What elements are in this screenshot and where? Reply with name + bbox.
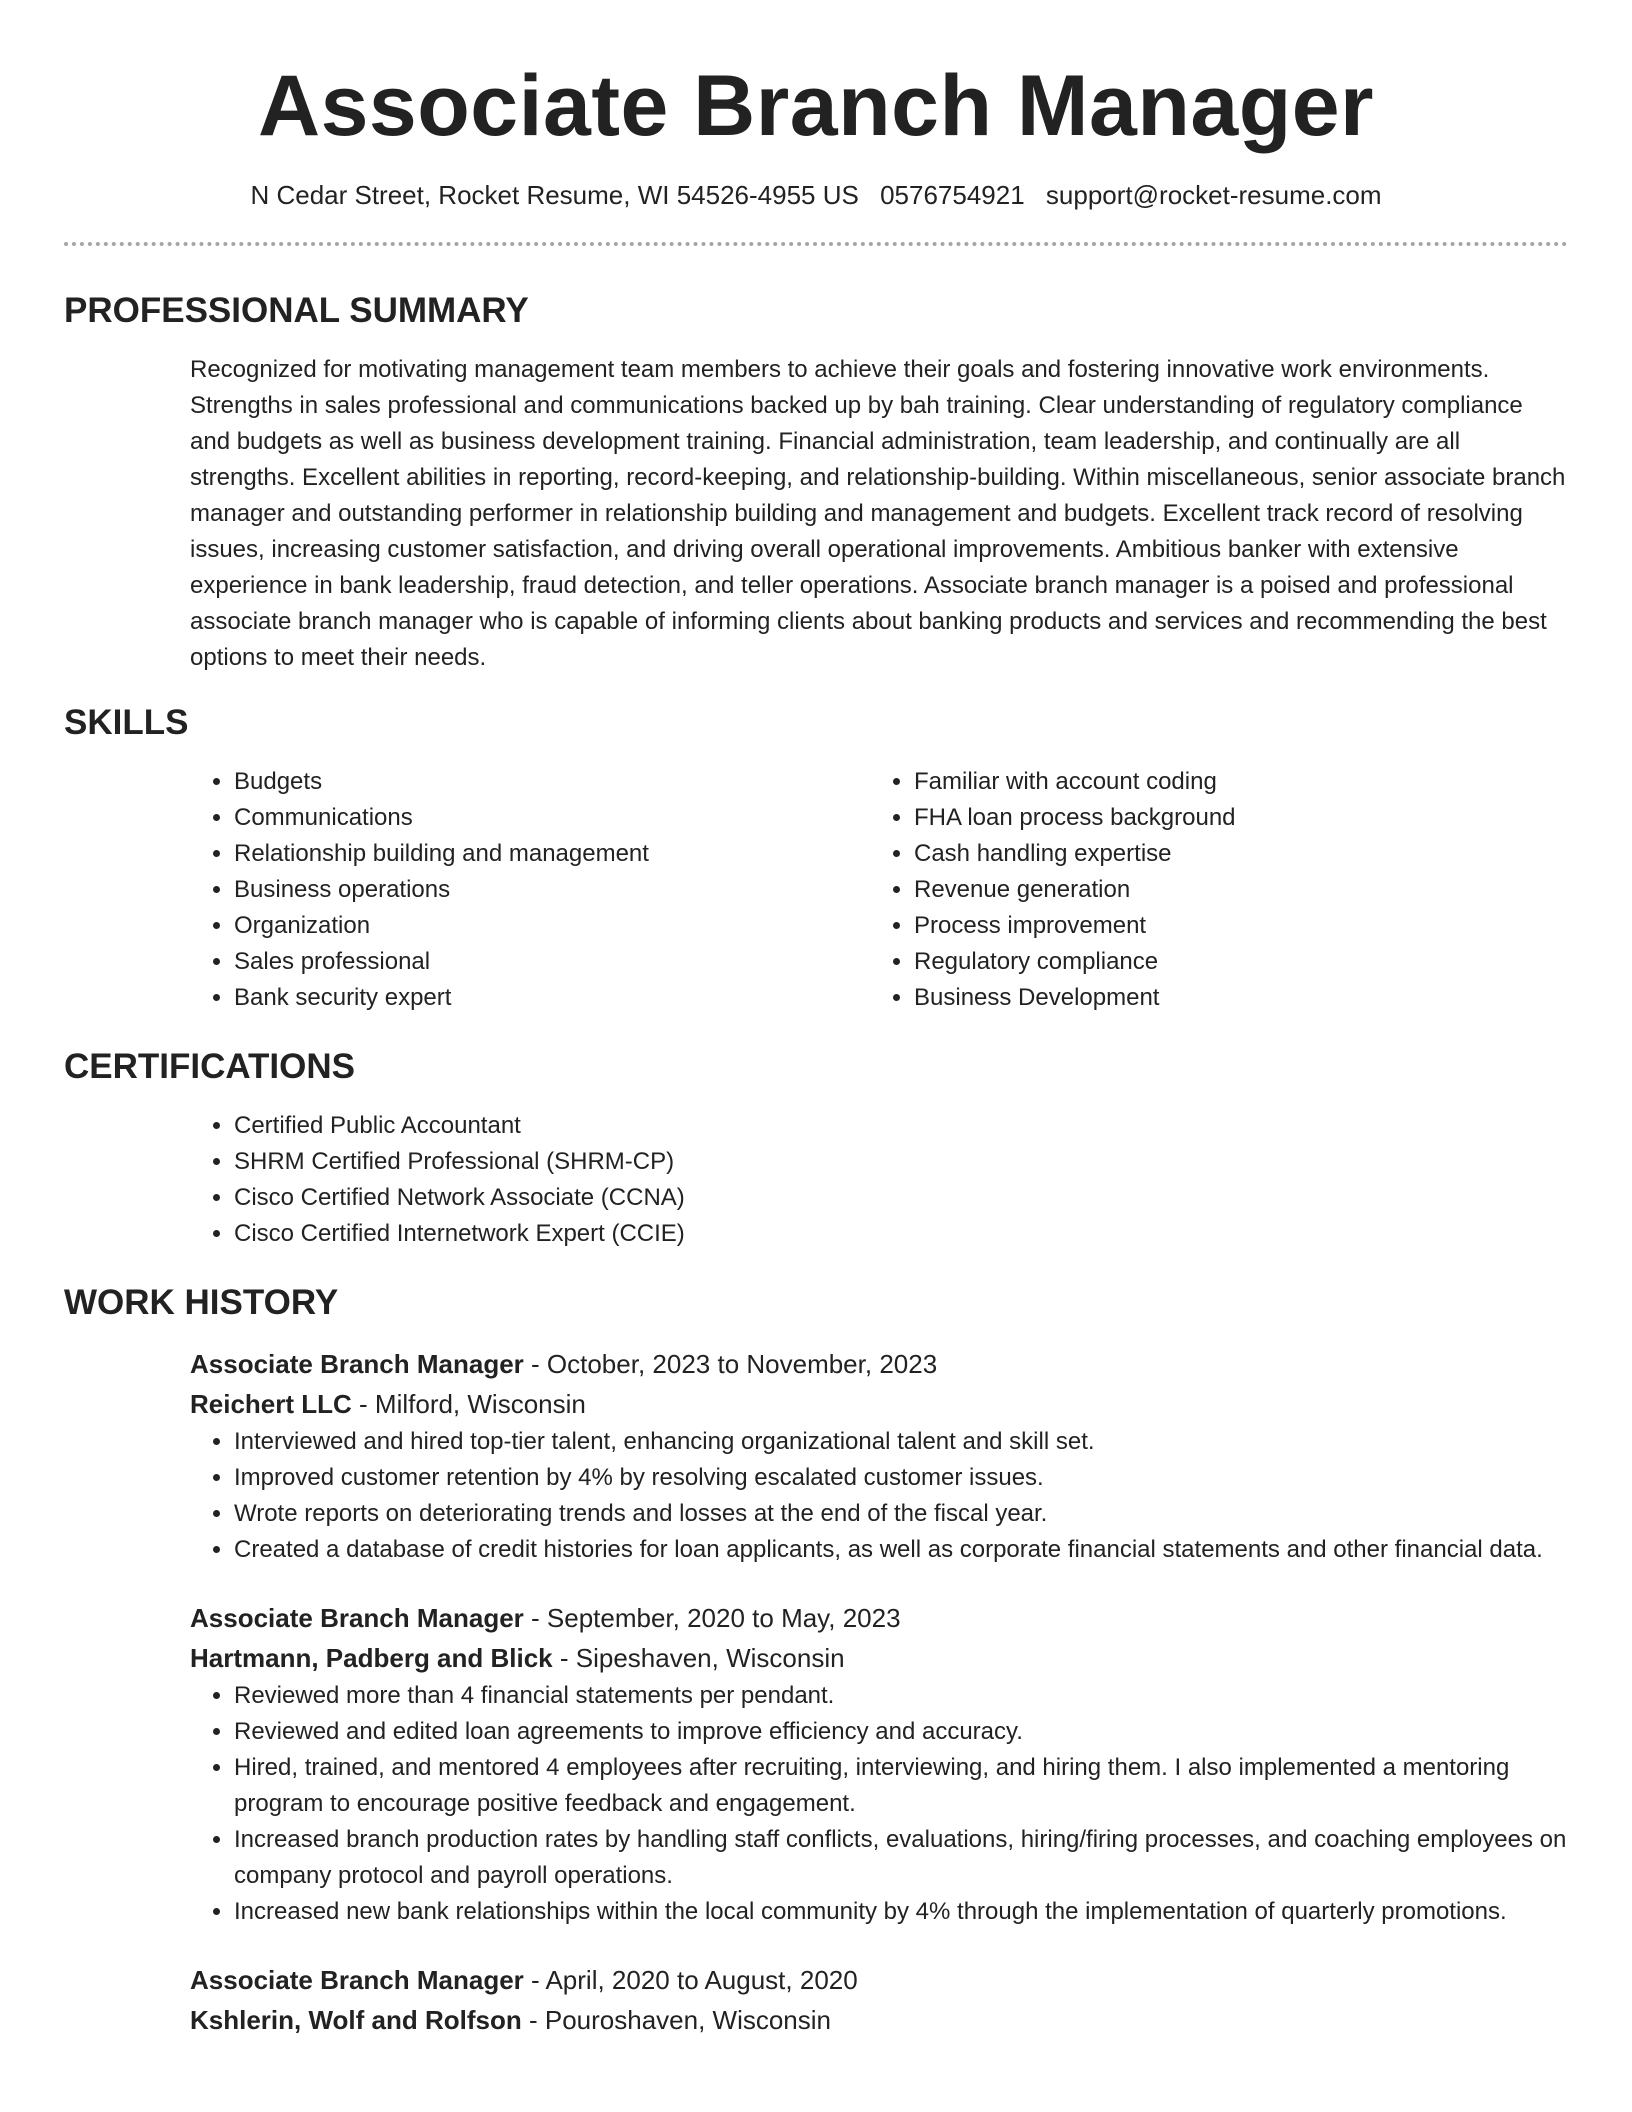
job-dates: - October, 2023 to November, 2023 bbox=[523, 1349, 938, 1379]
skills-heading: SKILLS bbox=[64, 703, 189, 742]
skill-item: • Relationship building and management bbox=[234, 836, 870, 872]
job-role: Associate Branch Manager bbox=[190, 1349, 524, 1379]
work-history-section bbox=[64, 1282, 1568, 2040]
job-title-line bbox=[190, 1344, 1568, 1384]
job-bullet: • Interviewed and hired top-tier talent, enhancing organizational talent and skill set. bbox=[234, 1424, 1568, 1460]
resume-header bbox=[64, 0, 1568, 212]
job-bullet: • Increased branch production rates by handling staff conflicts, evaluations, hiring/firing processes, and coaching employees on company protocol and payroll operations. bbox=[234, 1822, 1568, 1894]
job-bullets bbox=[190, 1424, 1568, 1568]
skill-item: • Organization bbox=[234, 908, 870, 944]
job-company: Hartmann, Padberg and Blick bbox=[190, 1643, 553, 1673]
job-title-line bbox=[190, 1960, 1568, 2000]
skill-item: • Process improvement bbox=[914, 908, 1550, 944]
job-company: Reichert LLC bbox=[190, 1389, 352, 1419]
skill-item: • Regulatory compliance bbox=[914, 944, 1550, 980]
certifications-section bbox=[64, 1046, 1568, 1252]
skills-list-left bbox=[190, 764, 870, 1016]
skills-section bbox=[64, 702, 1568, 1016]
job-title-line bbox=[190, 1598, 1568, 1638]
job-dates: - April, 2020 to August, 2020 bbox=[523, 1965, 858, 1995]
skill-item: • Familiar with account coding bbox=[914, 764, 1550, 800]
job-role: Associate Branch Manager bbox=[190, 1965, 524, 1995]
skill-item: • Revenue generation bbox=[914, 872, 1550, 908]
candidate-name: Associate Branch Manager bbox=[257, 58, 1375, 154]
skill-item: • FHA loan process background bbox=[914, 800, 1550, 836]
skill-item: • Cash handling expertise bbox=[914, 836, 1550, 872]
skill-item: • Business Development bbox=[914, 980, 1550, 1016]
certification-item: • Certified Public Accountant bbox=[234, 1108, 1568, 1144]
summary-text: Recognized for motivating management team members to achieve their goals and fostering innovative work environments. Strengths in sales professional and communications backed up by bah training. Clear understanding of regulatory compliance and budgets as well as business development training. Financial administration, team leadership, and continually are all strengths. Excellent abilities in reporting, record-keeping, and relationship-building. Within miscellaneous, senior associate branch manager and outstanding performer in relationship building and management and budgets. Excellent track record of resolving issues, increasing customer satisfaction, and driving overall operational improvements. Ambitious banker with extensive experience in bank leadership, fraud detection, and teller operations. Associate branch manager is a poised and professional associate branch manager who is capable of informing clients about banking products and services and recommending the best options to meet their needs. bbox=[190, 356, 1566, 671]
job-company: Kshlerin, Wolf and Rolfson bbox=[190, 2005, 522, 2035]
header-divider bbox=[64, 242, 1568, 246]
job-company-line bbox=[190, 2000, 1568, 2040]
contact-address: N Cedar Street, Rocket Resume, WI 54526-4955 US bbox=[250, 180, 859, 210]
skills-list-right bbox=[870, 764, 1550, 1016]
job-company-line bbox=[190, 1638, 1568, 1678]
contact-phone: 0576754921 bbox=[880, 180, 1025, 210]
certifications-heading: CERTIFICATIONS bbox=[64, 1047, 356, 1086]
job-entry bbox=[190, 1344, 1568, 1568]
job-location: - Pouroshaven, Wisconsin bbox=[521, 2005, 831, 2035]
summary-heading: PROFESSIONAL SUMMARY bbox=[64, 291, 529, 330]
job-bullet: • Increased new bank relationships within the local community by 4% through the implementation of quarterly promotions. bbox=[234, 1894, 1568, 1930]
certification-item: • SHRM Certified Professional (SHRM-CP) bbox=[234, 1144, 1568, 1180]
job-bullet: • Improved customer retention by 4% by resolving escalated customer issues. bbox=[234, 1460, 1568, 1496]
certification-item: • Cisco Certified Internetwork Expert (CCIE) bbox=[234, 1216, 1568, 1252]
certification-item: • Cisco Certified Network Associate (CCNA) bbox=[234, 1180, 1568, 1216]
skill-item: • Bank security expert bbox=[234, 980, 870, 1016]
job-bullet: • Reviewed and edited loan agreements to improve efficiency and accuracy. bbox=[234, 1714, 1568, 1750]
job-bullet: • Created a database of credit histories for loan applicants, as well as corporate financial statements and other financial data. bbox=[234, 1532, 1568, 1568]
contact-line bbox=[64, 178, 1568, 212]
skill-item: • Budgets bbox=[234, 764, 870, 800]
job-entry bbox=[190, 1598, 1568, 1930]
skill-item: • Sales professional bbox=[234, 944, 870, 980]
summary-section bbox=[64, 290, 1568, 676]
job-bullet: • Hired, trained, and mentored 4 employees after recruiting, interviewing, and hiring them. I also implemented a mentoring program to encourage positive feedback and engagement. bbox=[234, 1750, 1568, 1822]
job-company-line bbox=[190, 1384, 1568, 1424]
job-bullets bbox=[190, 1678, 1568, 1930]
skill-item: • Communications bbox=[234, 800, 870, 836]
work-history-heading: WORK HISTORY bbox=[64, 1283, 339, 1322]
certifications-list bbox=[190, 1108, 1568, 1252]
job-bullet: • Wrote reports on deteriorating trends and losses at the end of the fiscal year. bbox=[234, 1496, 1568, 1532]
job-bullet: • Reviewed more than 4 financial statements per pendant. bbox=[234, 1678, 1568, 1714]
job-role: Associate Branch Manager bbox=[190, 1603, 524, 1633]
skill-item: • Business operations bbox=[234, 872, 870, 908]
contact-email: support@rocket-resume.com bbox=[1045, 180, 1382, 210]
job-location: - Milford, Wisconsin bbox=[351, 1389, 586, 1419]
job-location: - Sipeshaven, Wisconsin bbox=[552, 1643, 845, 1673]
job-entry bbox=[190, 1960, 1568, 2040]
job-dates: - September, 2020 to May, 2023 bbox=[523, 1603, 901, 1633]
